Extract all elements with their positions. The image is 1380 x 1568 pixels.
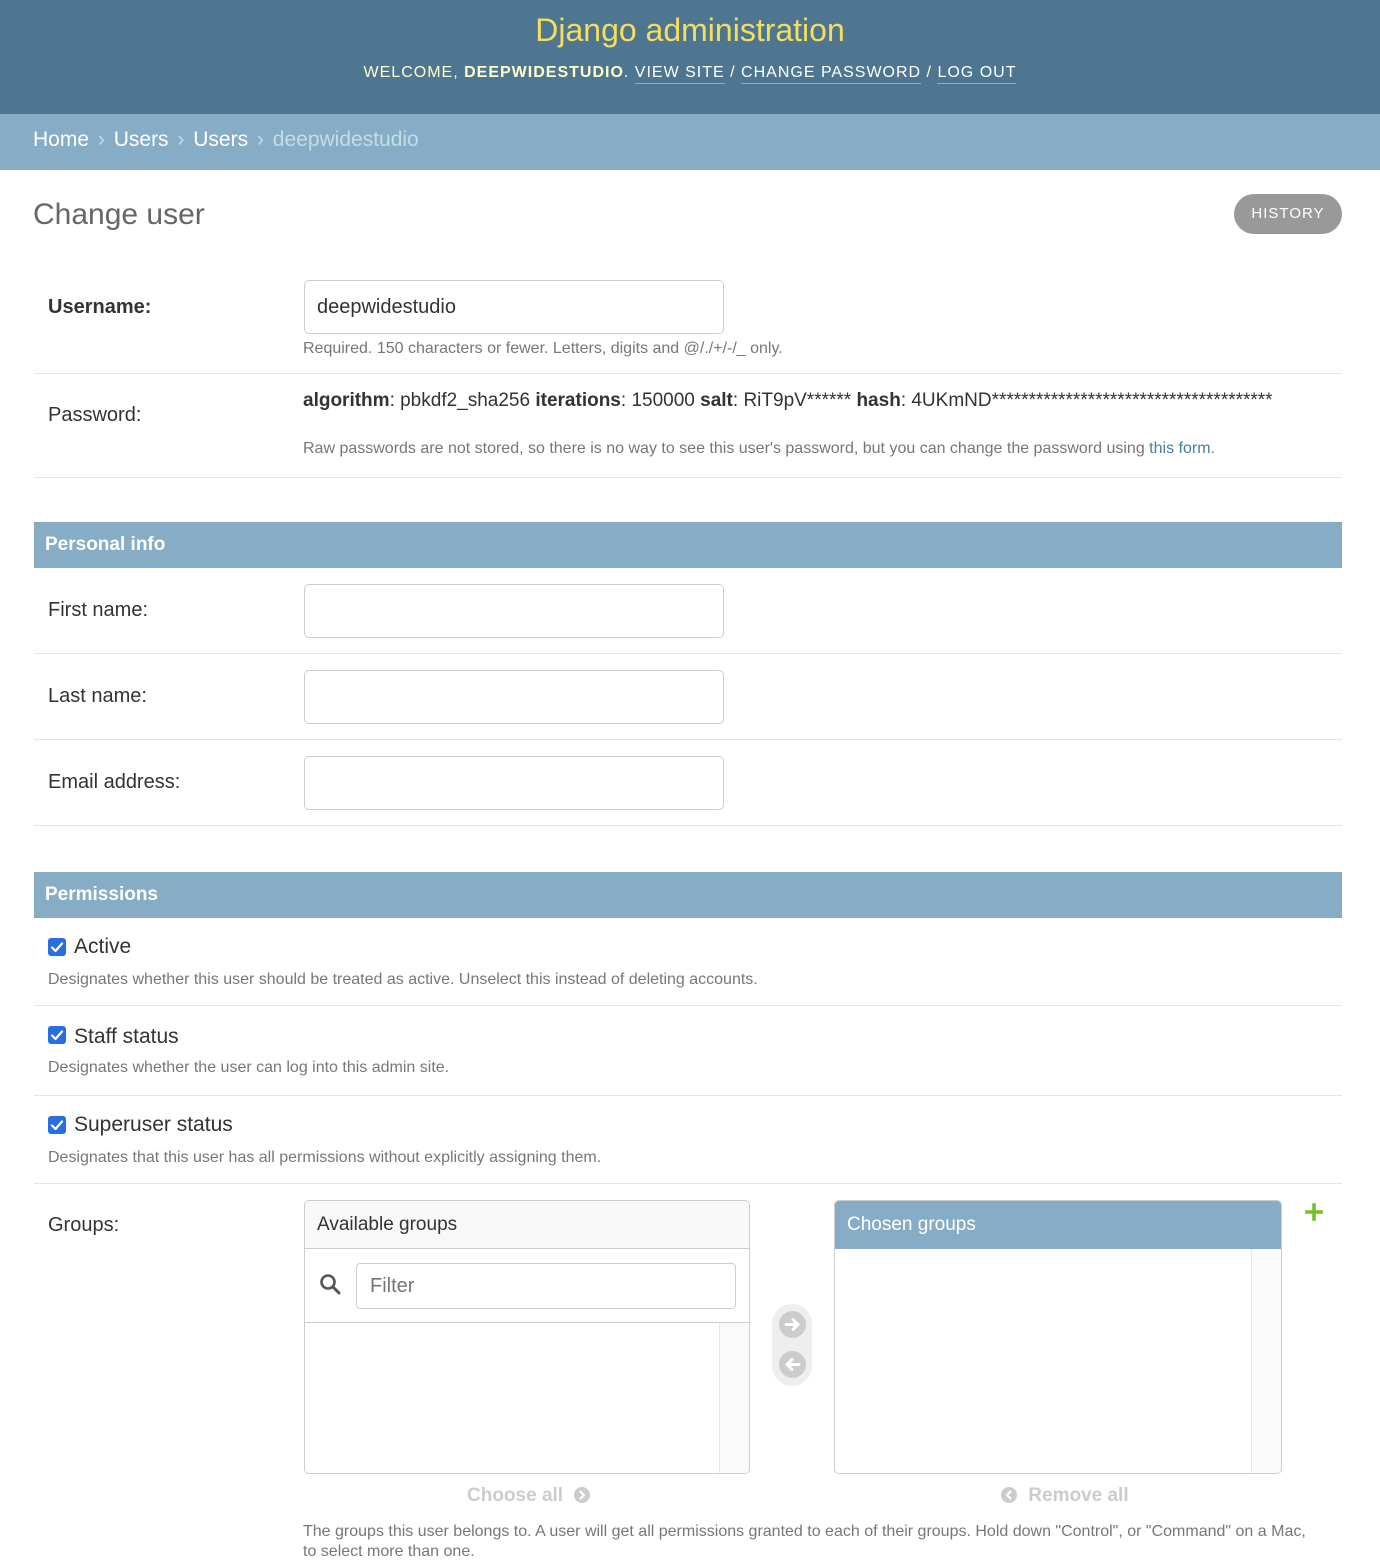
- chooser-arrows: [772, 1304, 812, 1386]
- password-help-suffix: .: [1210, 440, 1215, 457]
- welcome-text: WELCOME,: [363, 64, 465, 81]
- site-title: Django administration: [535, 12, 845, 48]
- chosen-groups-title: Chosen groups: [835, 1201, 1282, 1249]
- chevron-left-icon: [1001, 1487, 1017, 1503]
- available-groups-title: Available groups: [305, 1201, 750, 1249]
- password-algorithm-key: algorithm: [303, 390, 390, 411]
- last-name-row: [34, 654, 1342, 740]
- breadcrumb-app-users[interactable]: Users: [113, 128, 169, 151]
- last-name-input[interactable]: [304, 670, 724, 724]
- site-header: [0, 0, 1380, 114]
- choose-all-label: Choose all: [467, 1485, 564, 1506]
- groups-label: Groups:: [48, 1214, 120, 1236]
- password-iterations-key: iterations: [535, 390, 621, 411]
- change-password-link[interactable]: CHANGE PASSWORD: [741, 64, 921, 84]
- superuser-status-checkbox[interactable]: [48, 1116, 66, 1134]
- chevron-right-icon: [574, 1487, 590, 1503]
- password-help-text: Raw passwords are not stored, so there is no way to see this user's password, but you can change the password using: [303, 440, 1150, 457]
- last-name-label: Last name:: [48, 685, 147, 707]
- history-button[interactable]: HISTORY: [1234, 194, 1342, 234]
- add-group-plus-icon[interactable]: [1305, 1203, 1323, 1226]
- breadcrumb-separator: ›: [256, 128, 264, 151]
- user-tools-separator: /: [921, 64, 938, 81]
- available-groups-filter-input[interactable]: [356, 1263, 736, 1309]
- superuser-row: [34, 1096, 1342, 1184]
- active-checkbox[interactable]: [48, 938, 66, 956]
- staff-row: [34, 1006, 1342, 1096]
- log-out-link[interactable]: LOG OUT: [937, 64, 1016, 84]
- choose-all-link[interactable]: [467, 1485, 590, 1507]
- email-field[interactable]: [304, 756, 724, 810]
- first-name-label: First name:: [48, 599, 149, 621]
- active-row: [34, 918, 1342, 1006]
- staff-status-label[interactable]: Staff status: [74, 1025, 179, 1048]
- password-label: Password:: [48, 404, 142, 426]
- breadcrumb-current: deepwidestudio: [272, 128, 419, 151]
- superuser-status-help: Designates that this user has all permissions without explicitly assigning them.: [48, 1149, 602, 1166]
- breadcrumb-home[interactable]: Home: [33, 128, 90, 151]
- remove-arrow-left-icon[interactable]: [779, 1351, 806, 1378]
- breadcrumb-model-users[interactable]: Users: [193, 128, 249, 151]
- remove-all-label: Remove all: [1028, 1485, 1129, 1506]
- username-help: Required. 150 characters or fewer. Letters, digits and @/./+/-/_ only.: [303, 340, 783, 357]
- password-hash-key: hash: [856, 390, 901, 411]
- page-title: Change user: [33, 198, 205, 231]
- available-groups-list[interactable]: [305, 1323, 717, 1473]
- search-icon: [319, 1273, 341, 1300]
- password-iterations-value: : 150000: [620, 390, 701, 411]
- staff-status-checkbox[interactable]: [48, 1026, 66, 1044]
- password-algorithm-value: : pbkdf2_sha256: [389, 390, 536, 411]
- view-site-link[interactable]: VIEW SITE: [635, 64, 725, 84]
- active-help: Designates whether this user should be treated as active. Unselect this instead of deleting accounts.: [48, 971, 758, 988]
- user-tools: [0, 64, 1380, 82]
- welcome-suffix: .: [623, 64, 630, 81]
- personal-info-heading: Personal info: [34, 522, 1342, 568]
- chosen-groups-scrollbar[interactable]: [1251, 1249, 1281, 1473]
- password-row: [34, 374, 1342, 478]
- chosen-groups-list[interactable]: [835, 1249, 1249, 1473]
- groups-help: The groups this user belongs to. A user will get all permissions granted to each of their groups. Hold down "Control", or "Command" on a Mac, to select more than one.: [303, 1523, 1306, 1560]
- first-name-row: [34, 568, 1342, 654]
- filter-bar: [305, 1249, 750, 1323]
- change-password-form-link[interactable]: this form: [1149, 440, 1211, 457]
- email-row: [34, 740, 1342, 826]
- username-input[interactable]: [304, 280, 724, 334]
- password-salt-value: : RiT9pV******: [732, 390, 857, 411]
- permissions-heading: Permissions: [34, 872, 1342, 918]
- first-name-input[interactable]: [304, 584, 724, 638]
- choose-arrow-right-icon[interactable]: [779, 1311, 806, 1338]
- breadcrumb-separator: ›: [177, 128, 185, 151]
- password-hash-summary: [303, 390, 1273, 412]
- remove-all-link[interactable]: [1001, 1485, 1129, 1507]
- superuser-status-label[interactable]: Superuser status: [74, 1113, 233, 1136]
- password-help: [303, 440, 1215, 458]
- username-row: [34, 264, 1342, 374]
- chosen-groups-box: [834, 1200, 1282, 1474]
- breadcrumb-separator: ›: [97, 128, 105, 151]
- active-label[interactable]: Active: [74, 935, 132, 958]
- user-tools-separator: /: [724, 64, 742, 81]
- welcome-username: DEEPWIDESTUDIO: [464, 64, 624, 81]
- available-groups-scrollbar[interactable]: [719, 1323, 749, 1473]
- password-salt-key: salt: [700, 390, 733, 411]
- username-label: Username:: [48, 296, 152, 318]
- email-label: Email address:: [48, 771, 181, 793]
- available-groups-box: [304, 1200, 750, 1474]
- password-hash-value: : 4UKmND**************************************: [900, 390, 1273, 411]
- breadcrumb: [0, 114, 1380, 170]
- staff-status-help: Designates whether the user can log into this admin site.: [48, 1059, 450, 1076]
